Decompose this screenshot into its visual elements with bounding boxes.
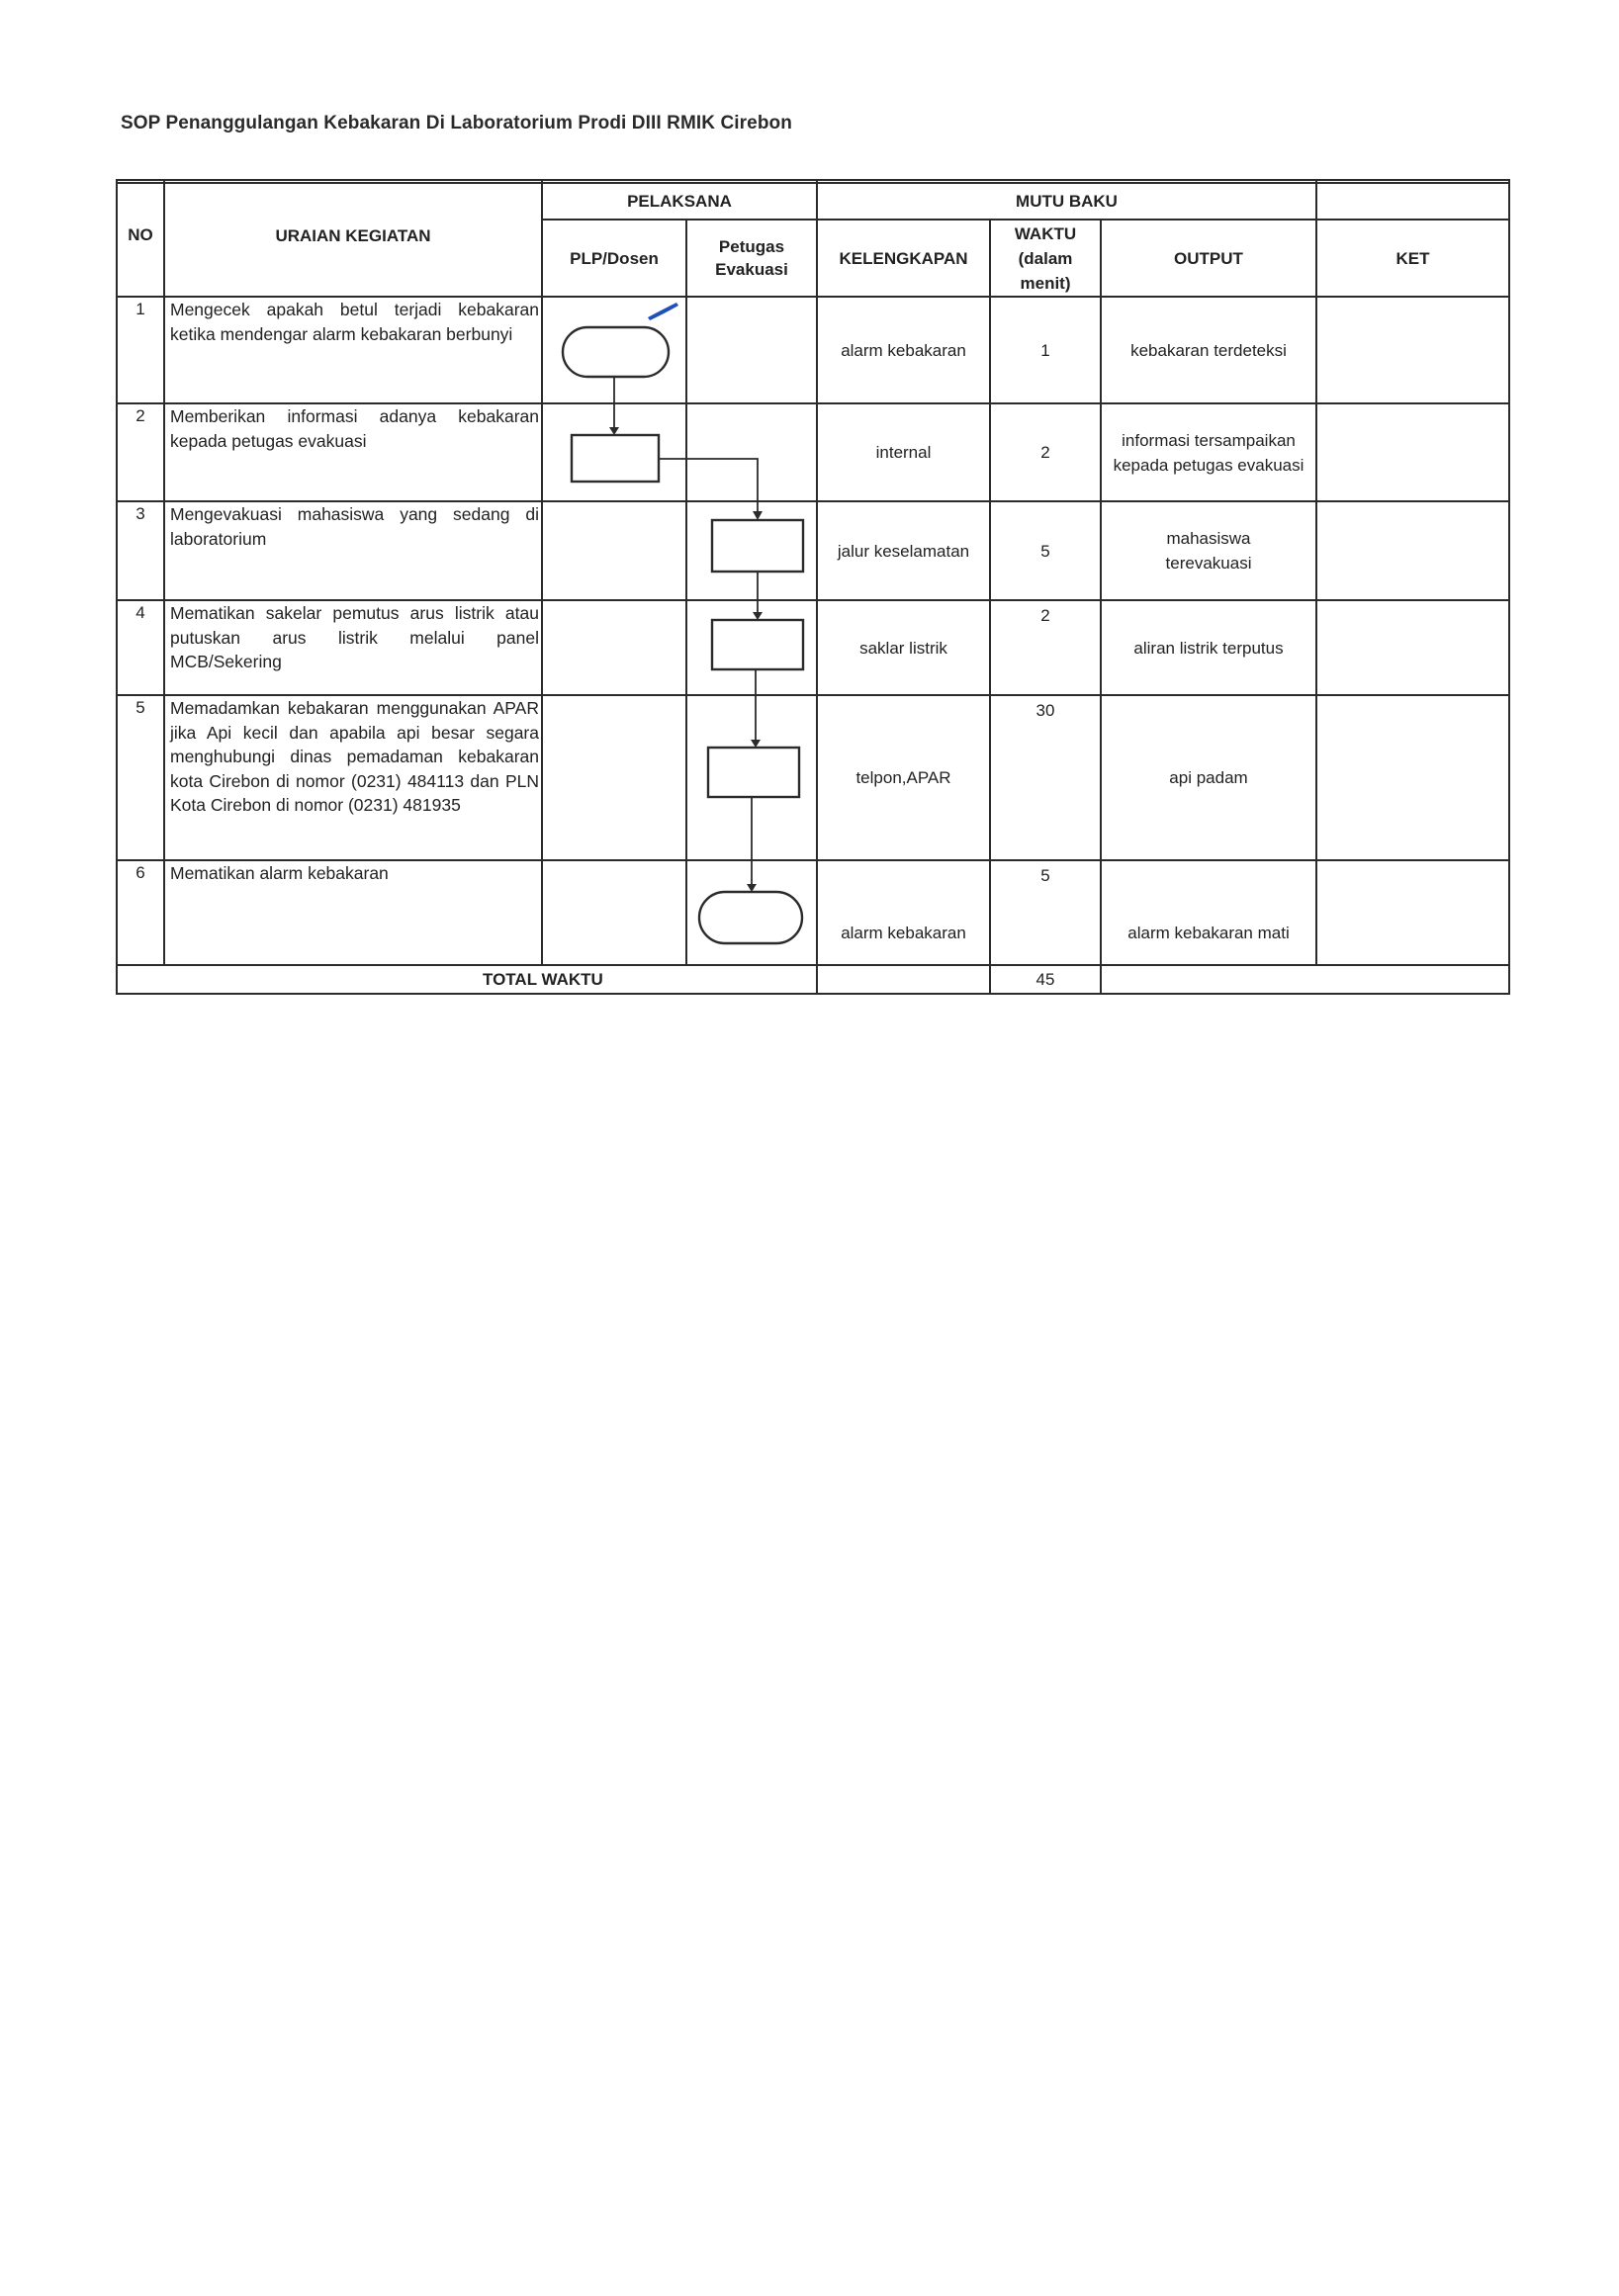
row-4-kelengkapan: saklar listrik <box>859 638 947 658</box>
header-no: NO <box>128 224 153 244</box>
row-5-kelengkapan: telpon,APAR <box>855 768 951 787</box>
row-3-ket <box>1316 501 1509 600</box>
row-1-ket <box>1316 297 1509 403</box>
row-1-uraian: Mengecek apakah betul terjadi kebakaran ketika mendengar alarm kebakaran berbunyi <box>170 300 539 344</box>
header-mutu-baku: MUTU BAKU <box>1016 192 1118 211</box>
header-ket: KET <box>1395 248 1430 268</box>
row-1-output: kebakaran terdeteksi <box>1130 340 1287 360</box>
total-label: TOTAL WAKTU <box>483 970 603 989</box>
row-1-kelengkapan: alarm kebakaran <box>841 340 966 360</box>
document-title: SOP Penanggulangan Kebakaran Di Laboratorium Prodi DIII RMIK Cirebon <box>121 113 792 133</box>
row-6-waktu: 5 <box>1040 866 1050 885</box>
row-4-waktu: 2 <box>1040 606 1050 625</box>
row-1-no: 1 <box>135 300 145 318</box>
header-waktu: WAKTU (dalam menit) <box>1014 223 1077 293</box>
row-3-output: mahasiswa terevakuasi <box>1165 529 1252 573</box>
header-pelaksana: PELAKSANA <box>627 192 732 211</box>
row-2-no: 2 <box>135 406 145 425</box>
row-1-waktu: 1 <box>1040 340 1050 360</box>
row-2-waktu: 2 <box>1040 443 1050 462</box>
header-petugas-evakuasi: Petugas Evakuasi <box>715 237 788 279</box>
header-plp-dosen: PLP/Dosen <box>570 248 659 268</box>
row-4-uraian: Mematikan sakelar pemutus arus listrik atau putuskan arus listrik melalui panel MCB/Sekering <box>170 603 539 671</box>
row-6-kelengkapan: alarm kebakaran <box>841 923 966 942</box>
header-kelengkapan: KELENGKAPAN <box>839 248 968 268</box>
flow-step-1-terminator <box>563 327 669 377</box>
flow-step-5-process <box>708 748 799 797</box>
row-2-kelengkapan: internal <box>875 443 932 462</box>
row-5-ket <box>1316 695 1509 860</box>
row-4-no: 4 <box>135 603 145 622</box>
ink-mark-icon <box>648 303 678 320</box>
row-4-output: aliran listrik terputus <box>1133 638 1284 658</box>
row-2-uraian: Memberikan informasi adanya kebakaran kepada petugas evakuasi <box>170 406 539 451</box>
row-6-output: alarm kebakaran mati <box>1127 923 1290 942</box>
row-3-no: 3 <box>135 504 145 523</box>
row-3-waktu: 5 <box>1040 541 1050 561</box>
row-3-kelengkapan: jalur keselamatan <box>837 541 970 561</box>
row-5-uraian: Memadamkan kebakaran menggunakan APAR jika Api kecil dan apabila api besar segara menghubungi dinas pemadaman kebakaran kota Cirebon di nomor (0231) 484113 dan PLN Kota Cirebon di nomor (0231) 481935 <box>170 698 539 815</box>
flow-step-3-process <box>712 520 803 572</box>
row-6-ket <box>1316 860 1509 965</box>
flow-step-6-terminator <box>699 892 802 943</box>
row-3-uraian: Mengevakuasi mahasiswa yang sedang di laboratorium <box>170 504 539 549</box>
header-output: OUTPUT <box>1174 248 1243 268</box>
flow-step-2-process <box>572 435 659 482</box>
flowchart <box>563 327 803 943</box>
row-2-output: informasi tersampaikan kepada petugas evakuasi <box>1113 430 1304 475</box>
row-4-ket <box>1316 600 1509 695</box>
row-5-no: 5 <box>135 698 145 717</box>
row-6-no: 6 <box>135 863 145 882</box>
row-5-output: api padam <box>1169 768 1248 787</box>
row-2-ket <box>1316 403 1509 501</box>
row-6-uraian: Mematikan alarm kebakaran <box>170 863 389 883</box>
total-value: 45 <box>1035 970 1055 989</box>
header-uraian: URAIAN KEGIATAN <box>275 225 431 245</box>
row-5-waktu: 30 <box>1035 701 1055 720</box>
flow-step-4-process <box>712 620 803 669</box>
